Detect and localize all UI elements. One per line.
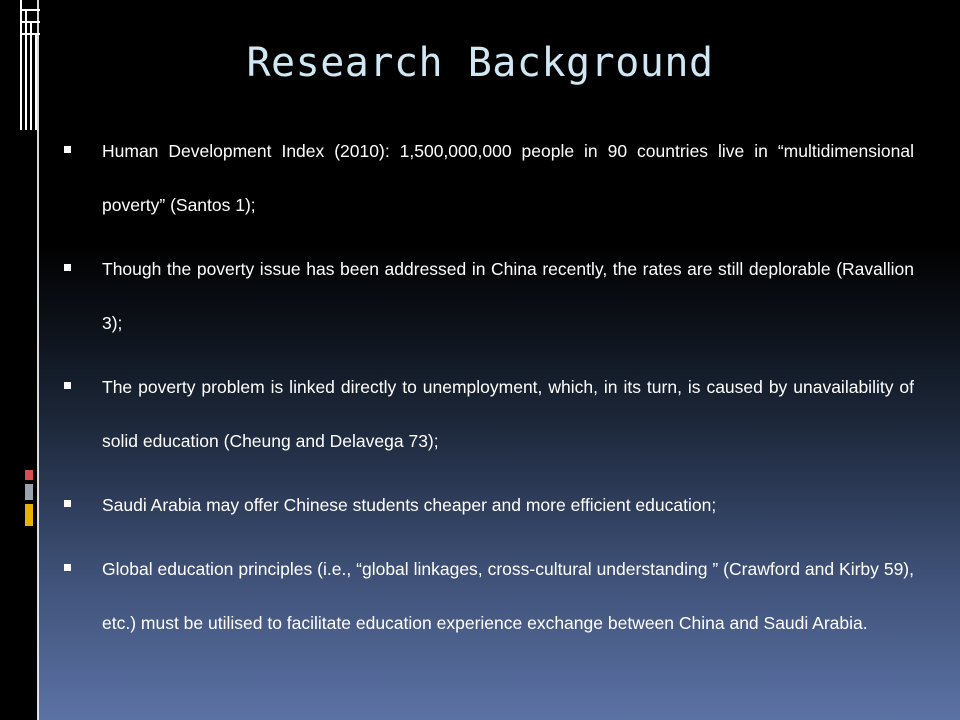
slide-title: Research Background	[246, 40, 714, 86]
accent-bar-yellow	[25, 504, 33, 526]
bullet-item	[64, 360, 914, 468]
accent-bar-gray	[25, 484, 33, 500]
bullet-text: The poverty problem is linked directly to unemployment, which, in its turn, is caused by unavailability of solid education (Cheung and Delavega 73);	[102, 377, 914, 451]
square-bullet-icon	[64, 500, 71, 507]
bullet-item	[64, 478, 914, 532]
accent-bar-red	[25, 470, 33, 480]
accent-bars	[0, 0, 38, 720]
bullet-text: Though the poverty issue has been addressed in China recently, the rates are still deplorable (Ravallion 3);	[102, 259, 914, 333]
square-bullet-icon	[64, 146, 71, 153]
bullet-list	[64, 124, 914, 660]
bullet-item	[64, 124, 914, 232]
square-bullet-icon	[64, 264, 71, 271]
bullet-item	[64, 542, 914, 650]
square-bullet-icon	[64, 382, 71, 389]
bullet-text: Saudi Arabia may offer Chinese students cheaper and more efficient education;	[102, 495, 717, 515]
bullet-text: Human Development Index (2010): 1,500,000,000 people in 90 countries live in “multidimensional poverty” (Santos 1);	[102, 141, 914, 215]
square-bullet-icon	[64, 564, 71, 571]
bullet-text: Global education principles (i.e., “global linkages, cross-cultural understanding ” (Crawford and Kirby 59), etc.) must be utilised to facilitate education experience exchange between China and Saudi Arabia.	[102, 559, 914, 633]
bullet-item	[64, 242, 914, 350]
